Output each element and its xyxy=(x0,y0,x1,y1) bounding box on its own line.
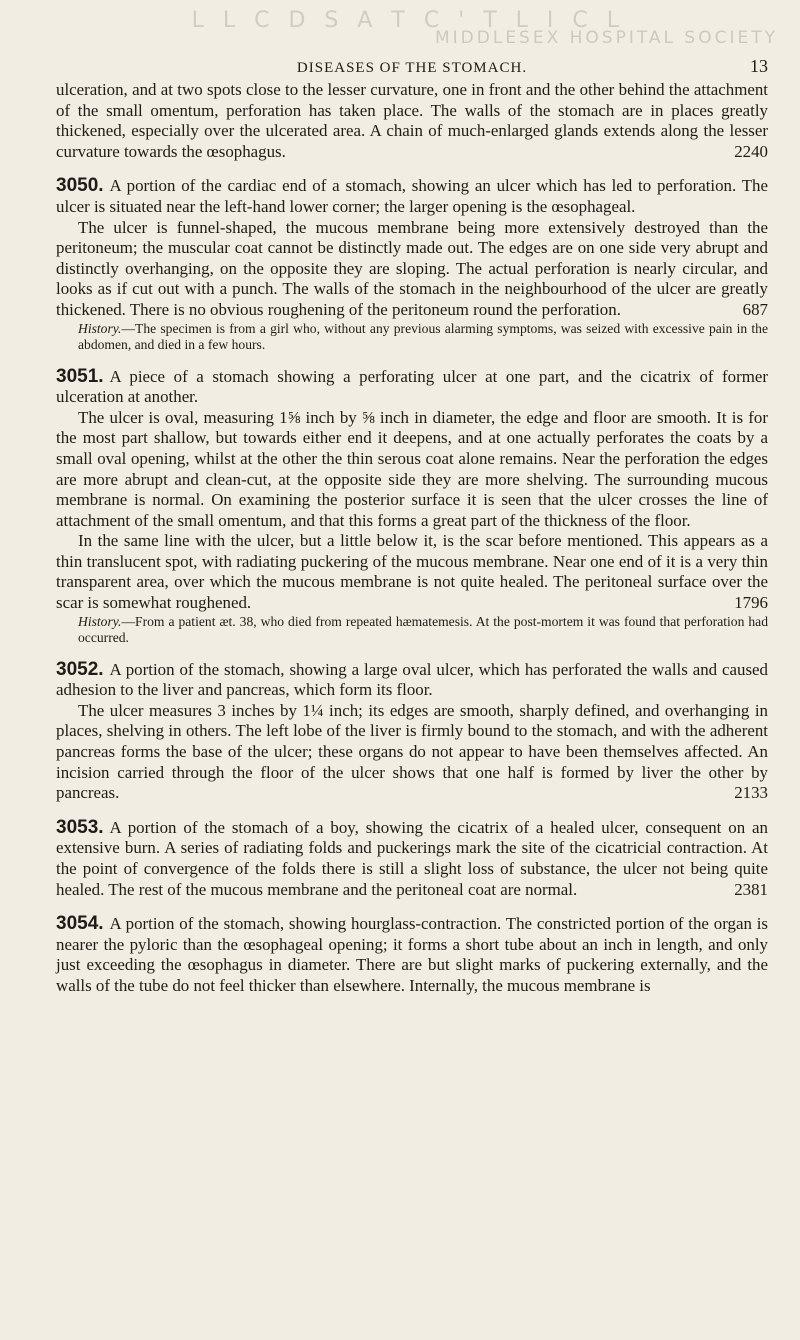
history-text: —The specimen is from a girl who, without any previous alarming symptoms, was seized with excessive pain in the abdomen, and died in a few hours. xyxy=(78,320,768,352)
entry-body xyxy=(56,701,768,804)
entry-body xyxy=(56,218,768,321)
running-header xyxy=(56,56,768,80)
entry-lead-text: A portion of the cardiac end of a stomach, showing an ulcer which has led to perforation. The ulcer is situated near the left-hand lower corner; the larger opening is the œsophageal. xyxy=(56,176,768,216)
entry-number: 3051. xyxy=(56,365,104,387)
entry-3051 xyxy=(56,367,768,646)
history-label: History. xyxy=(78,320,122,336)
entry-body-continued xyxy=(56,531,768,613)
catalogue-ref: 2381 xyxy=(734,879,768,899)
page-number: 13 xyxy=(750,56,768,76)
stamp-line-lower: MIDDLESEX HOSPITAL SOCIETY xyxy=(434,28,778,48)
intro-text: ulceration, and at two spots close to the lesser curvature, one in front and the other behind the attachment of the small omentum, perforation has taken place. The walls of the stomach are in places greatly thickened, especially over the ulcerated area. A chain of much-enlarged glands extends along the lesser curvature towards the œsophagus. xyxy=(56,80,768,161)
entry-lead xyxy=(56,818,768,900)
entry-lead xyxy=(56,367,768,408)
entry-lead-text: A piece of a stomach showing a perforating ulcer at one part, and the cicatrix of former ulceration at another. xyxy=(56,366,768,407)
entry-number: 3050. xyxy=(56,175,104,197)
entry-lead xyxy=(56,914,768,996)
history-text: —From a patient æt. 38, who died from repeated hæmatemesis. At the post-mortem it was found that perforation had occurred. xyxy=(78,613,768,645)
library-stamp xyxy=(0,2,800,48)
entry-number: 3052. xyxy=(56,658,104,680)
entry-3050 xyxy=(56,176,768,352)
catalogue-ref: 1796 xyxy=(734,593,768,613)
catalogue-ref: 687 xyxy=(742,299,768,319)
entry-lead-text: A portion of the stomach, showing hourglass-contraction. The constricted portion of the organ is nearer the pyloric than the œsophageal opening; it forms a short tube about an inch in length, and only just exceeding the œsophagus in diameter. There are but slight marks of puckering externally, and the walls of the tube do not feel thicker than elsewhere. Internally, the mucous membrane is xyxy=(56,914,768,995)
running-title: DISEASES OF THE STOMACH. xyxy=(296,60,528,76)
page-body xyxy=(56,80,768,997)
entry-3052 xyxy=(56,660,768,804)
entry-body-text: The ulcer is funnel-shaped, the mucous membrane being more extensively destroyed than the peritoneum; the muscular coat cannot be distinctly made out. The edges are on one side very abrupt and distinctly overhanging, on the opposite they are sloping. The actual perforation is nearly circular, and looks as if cut out with a punch. The walls of the stomach in the neighbourhood of the ulcer are greatly thickened. There is no obvious roughening of the peritoneum round the perforation. xyxy=(56,217,768,319)
entry-body-text: In the same line with the ulcer, but a little below it, is the scar before mentioned. This appears as a thin translucent spot, with radiating puckering of the mucous membrane. Near one end of it is a very thin transparent area, over which the mucous membrane is not quite healed. The peritoneal surface over the scar is somewhat roughened. xyxy=(56,531,768,613)
intro-paragraph xyxy=(56,80,768,162)
stamp-line-upper: L L C D S A T C ' T L I C L xyxy=(191,8,625,33)
entry-lead xyxy=(56,660,768,701)
entry-lead-text: A portion of the stomach of a boy, showing the cicatrix of a healed ulcer, consequent on an extensive burn. A series of radiating folds and puckerings mark the site of the cicatricial contraction. At the point of convergence of the folds there is still a slight loss of substance, the ulcer not being quite healed. The rest of the mucous membrane and the peritoneal coat are normal. xyxy=(56,817,768,899)
entry-number: 3054. xyxy=(56,913,104,935)
entry-3053 xyxy=(56,818,768,900)
catalogue-ref: 2133 xyxy=(734,783,768,803)
entry-lead-text: A portion of the stomach, showing a large oval ulcer, which has perforated the walls and caused adhesion to the liver and pancreas, which form its floor. xyxy=(56,659,768,700)
entry-lead xyxy=(56,176,768,217)
entry-body-text: The ulcer measures 3 inches by 1¼ inch; its edges are smooth, sharply defined, and overhanging in places, shelving in others. The left lobe of the liver is firmly bound to the stomach, and with the adherent pancreas forms the base of the ulcer; these organs do not appear to have been themselves affected. An incision carried through the floor of the ulcer shows that one half is formed by liver the other by pancreas. xyxy=(56,700,768,803)
entry-3054 xyxy=(56,914,768,996)
catalogue-ref: 2240 xyxy=(734,141,768,161)
entry-body: The ulcer is oval, measuring 1⅝ inch by ⅝ inch in diameter, the edge and floor are smooth. It is for the most part shallow, but towards either end it deepens, and at one actually perforates the coats by a small oval opening, whilst at the other the thin serous coat alone remains. Near the perforation the edges are more abrupt and clean-cut, at the opposite side they are more shelving. The surrounding mucous membrane is normal. On examining the posterior surface it is seen that the ulcer crosses the line of attachment of the small omentum, and that this forms a great part of the thickness of the floor. xyxy=(56,407,768,530)
history-note xyxy=(56,321,768,353)
history-note xyxy=(56,614,768,646)
history-label: History. xyxy=(78,613,122,629)
entry-number: 3053. xyxy=(56,816,104,838)
